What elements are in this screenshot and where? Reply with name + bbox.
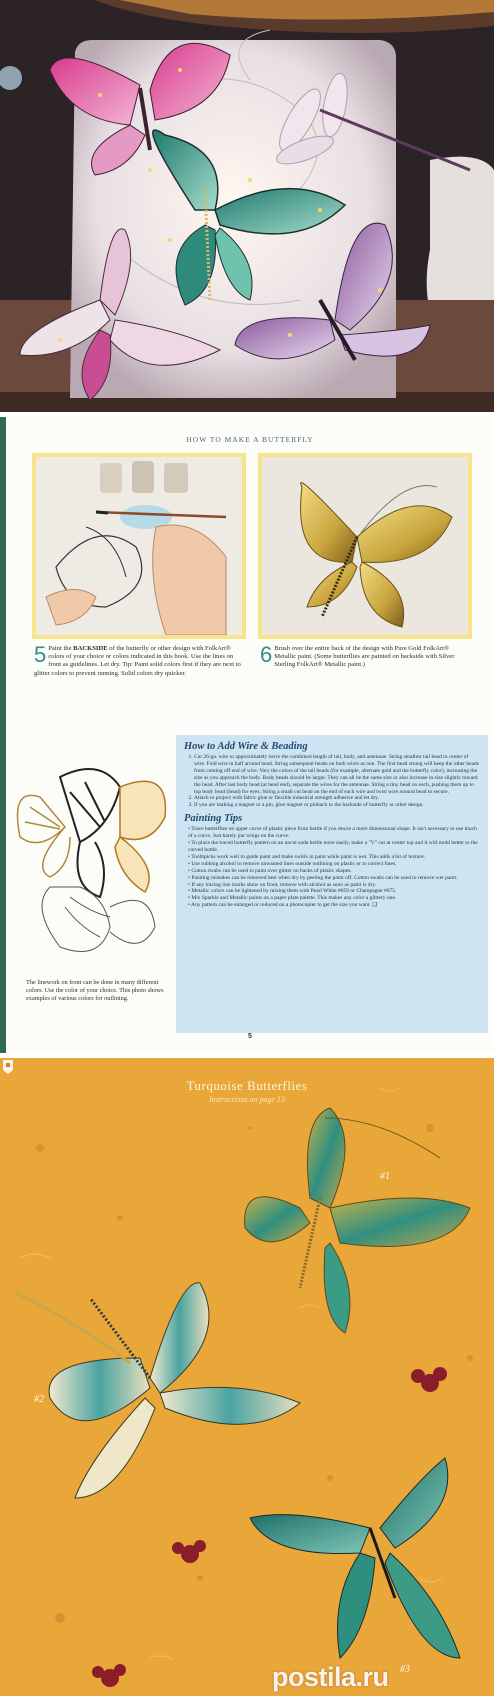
wire-heading: How to Add Wire & Beading bbox=[184, 741, 308, 752]
running-head: HOW TO MAKE A BUTTERFLY bbox=[186, 435, 314, 444]
tip-item: • Toothpicks work well to guide paint and make swirls in paint while paint is wet. This adds a bit of texture. bbox=[188, 854, 480, 861]
outline-butterflies-illustration bbox=[10, 757, 174, 973]
tip-item: • Metallic colors can be lightened by mixing them with Pearl White #659 or Champagne #675. bbox=[188, 888, 480, 895]
wire-steps-list bbox=[184, 754, 480, 809]
page-number: 5 bbox=[248, 1033, 252, 1040]
step5-photo-frame bbox=[32, 453, 246, 639]
postila-logo-icon bbox=[0, 1058, 16, 1076]
painting-hands-illustration bbox=[36, 457, 242, 635]
step5-bold: BACKSIDE bbox=[73, 645, 108, 652]
butterfly-lamp-illustration bbox=[0, 0, 494, 412]
watermark: postila.ru bbox=[272, 1662, 389, 1692]
tip-item: • Cotton swabs can be used to paint over glitter on backs of plastic shapes. bbox=[188, 868, 480, 875]
butterfly-lamp-photo bbox=[0, 0, 494, 412]
label-1: #1 bbox=[380, 1171, 390, 1182]
step5-number: 5 bbox=[34, 642, 47, 667]
tip-item: • Painting mistakes can be removed best when dry by peeling the paint off. Cotton swabs can be used to remove wet paint. bbox=[188, 875, 480, 882]
instruction-page bbox=[0, 417, 494, 1053]
step6-number: 6 bbox=[260, 642, 273, 667]
turquoise-butterflies-page bbox=[0, 1058, 494, 1696]
step6-text-body: Brush over the entire back of the design with Pure Gold FolkArt® Metallic paint. (Some butterflies are painted on backside with Silver Sterling FolkArt® Metallic paint.) bbox=[274, 645, 455, 669]
step5-text bbox=[34, 642, 244, 678]
wire-step: 3. If you are making a magnet or a pin, glue magnet or pinback to the backside of butterfly or other design. bbox=[194, 802, 480, 809]
label-2: #2 bbox=[34, 1394, 44, 1405]
tips-list bbox=[184, 826, 480, 909]
tip-item: • Use rubbing alcohol to remove unwanted lines outside outlining on plastic or to correct lines. bbox=[188, 861, 480, 868]
tips-heading: Painting Tips bbox=[184, 813, 243, 825]
wire-step: 1. Cut 26-ga. wire to approximately twice the combined length of tail, body, and antennae. String smallest tail bead to center of wire. Fold wire in half around bead. String subsequent beads on both wires as one. The first bead strung will keep the other beads from coming off end of wire. Vary the colors of the tail beads (for example, alternate gold and the butterfly color), increasing the size as you approach the body. Body beads should be larger. They can all be the same size or also increase in size slightly toward the head. After last body bead (at head end), separate the wires for the antennae. String a tiny bead on each, pushing them up to top body bead (head) for eyes. String a small cut bead on the end of each wire and twist wire around bead to secure. bbox=[194, 754, 480, 795]
step5-text-pre: Paint the bbox=[48, 645, 74, 652]
wire-step: 2. Attach to project with fabric glue or flexible industrial strength adhesive and let dry. bbox=[194, 795, 480, 802]
step6-photo-frame bbox=[258, 453, 472, 639]
gold-butterfly-illustration bbox=[262, 457, 468, 635]
label-3: #3 bbox=[400, 1664, 410, 1675]
outline-caption: The linework on front can be done in many different colors. Use the color of your choice. This photo shows examples of various colors for outlining. bbox=[26, 979, 164, 1002]
tips-box bbox=[176, 735, 488, 1033]
tip-item: • To place the traced butterfly pattern on an uncut soda bottle more easily, make a "V" cut at center top and it will mold better to the curved bottle. bbox=[188, 840, 480, 854]
page-subtitle: Instructions on page 13 bbox=[209, 1095, 285, 1104]
turquoise-butterflies-illustration bbox=[0, 1058, 494, 1696]
step5-text-post: of the butterfly or other design with FolkArt® colors of your choice or colors indicated in this book. Use the lines on front as guidelines. Let dry. Tip: Paint solid colors first if they are next to glitter colors to prevent running. Solid colors dry quicker. bbox=[34, 645, 241, 677]
tip-item: • Any pattern can be enlarged or reduced on a photocopier to get the size you want. ❑ bbox=[188, 902, 480, 909]
tip-item: • Trace butterflies on upper curve of plastic piece from bottle if you desire a more dimensional shape. It isn't necessary to use much of a curve. Just barely put wings on the curve. bbox=[188, 826, 480, 840]
step6-text bbox=[260, 642, 472, 670]
page-title: Turquoise Butterflies bbox=[186, 1078, 308, 1093]
tip-item: • If any tracing line marks show on front, remove with alcohol as soon as paint is dry. bbox=[188, 882, 480, 889]
tip-item: • Mix Sparkle and Metallic paints on a paper plate palette. This makes any color a glittery one. bbox=[188, 895, 480, 902]
